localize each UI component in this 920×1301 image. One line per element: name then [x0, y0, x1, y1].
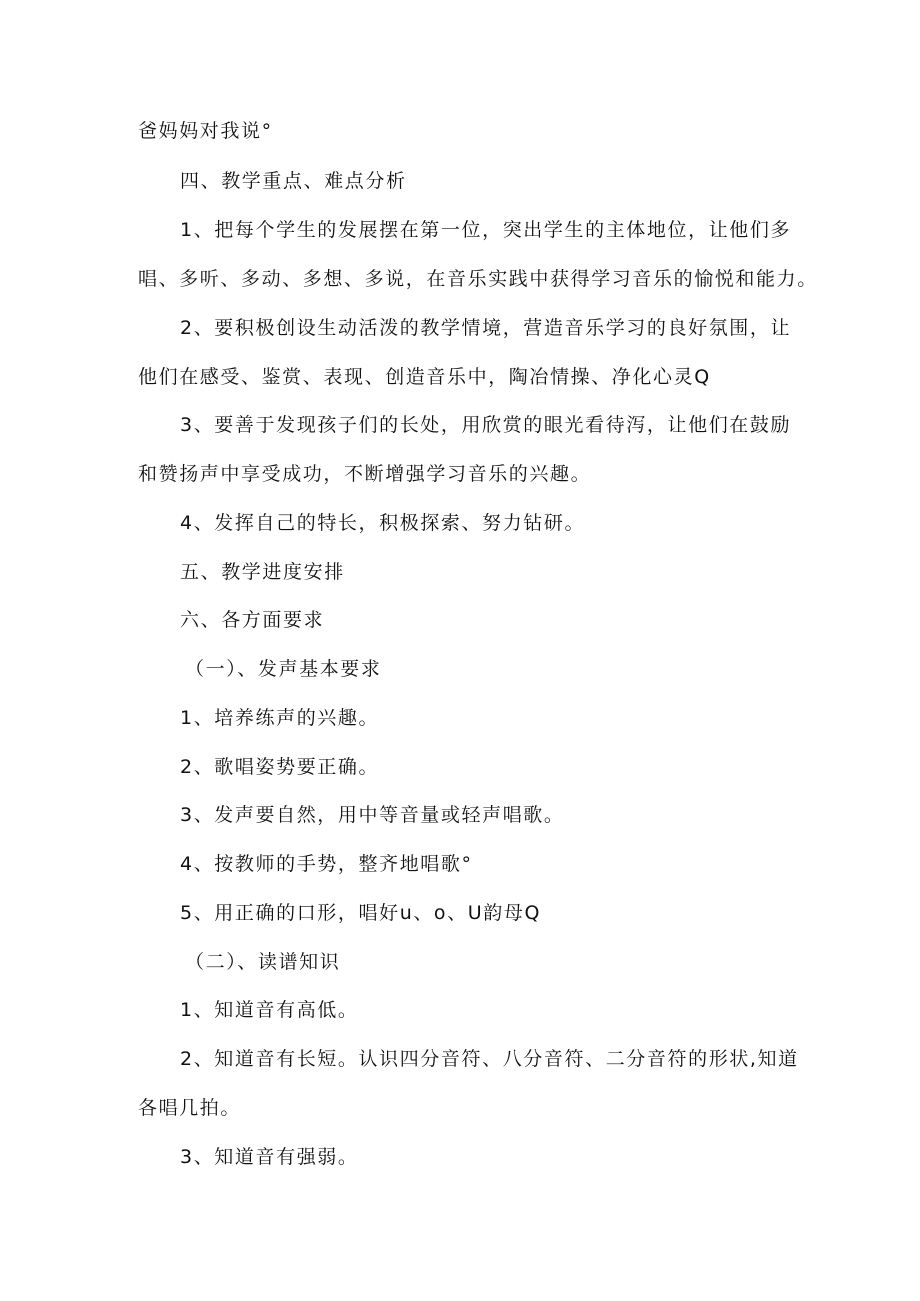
text-line-19: 1、知道音有高低。 [180, 999, 359, 1021]
text-line-9: 4、发挥自己的特长，积极探索、努力钻研。 [180, 512, 586, 534]
text-line-8: 和赞扬声中享受成功，不断增强学习音乐的兴趣。 [138, 463, 592, 485]
text-line-4: 唱、多听、多动、多想、多说，在音乐实践中获得学习音乐的愉悦和能力。 [138, 268, 818, 290]
text-line-5: 2、要积极创设生动活泼的教学情境，营造音乐学习的良好氛围，让 [180, 317, 792, 339]
text-line-3: 1、把每个学生的发展摆在第一位，突出学生的主体地位，让他们多 [180, 219, 792, 241]
text-line-1: 爸妈妈对我说° [138, 120, 273, 142]
text-line-13: 1、培养练声的兴趣。 [180, 707, 380, 729]
text-line-14: 2、歌唱姿势要正确。 [180, 756, 380, 778]
text-line-20: 2、知道音有长短。认识四分音符、八分音符、二分音符的形状,知道 [180, 1048, 799, 1070]
subsection-heading-2: （二）、读谱知识 [185, 951, 341, 973]
section-heading-5: 五、教学进度安排 [180, 561, 345, 583]
text-line-21: 各唱几拍。 [138, 1097, 242, 1119]
text-line-15: 3、发声要自然，用中等音量或轻声唱歌。 [180, 804, 565, 826]
section-heading-4: 四、教学重点、难点分析 [180, 170, 407, 192]
text-line-16: 4、按教师的手势，整齐地唱歌° [180, 853, 473, 875]
text-line-6: 他们在感受、鉴赏、表现、创造音乐中，陶冶情操、净化心灵Q [138, 366, 711, 388]
section-heading-6: 六、各方面要求 [180, 609, 325, 631]
text-line-22: 3、知道音有强弱。 [180, 1146, 359, 1168]
text-line-7: 3、要善于发现孩子们的长处，用欣赏的眼光看待泻，让他们在鼓励 [180, 414, 792, 436]
subsection-heading-1: （一）、发声基本要求 [185, 658, 382, 680]
text-line-17: 5、用正确的口形，唱好u、o、U韵母Q [180, 902, 542, 924]
